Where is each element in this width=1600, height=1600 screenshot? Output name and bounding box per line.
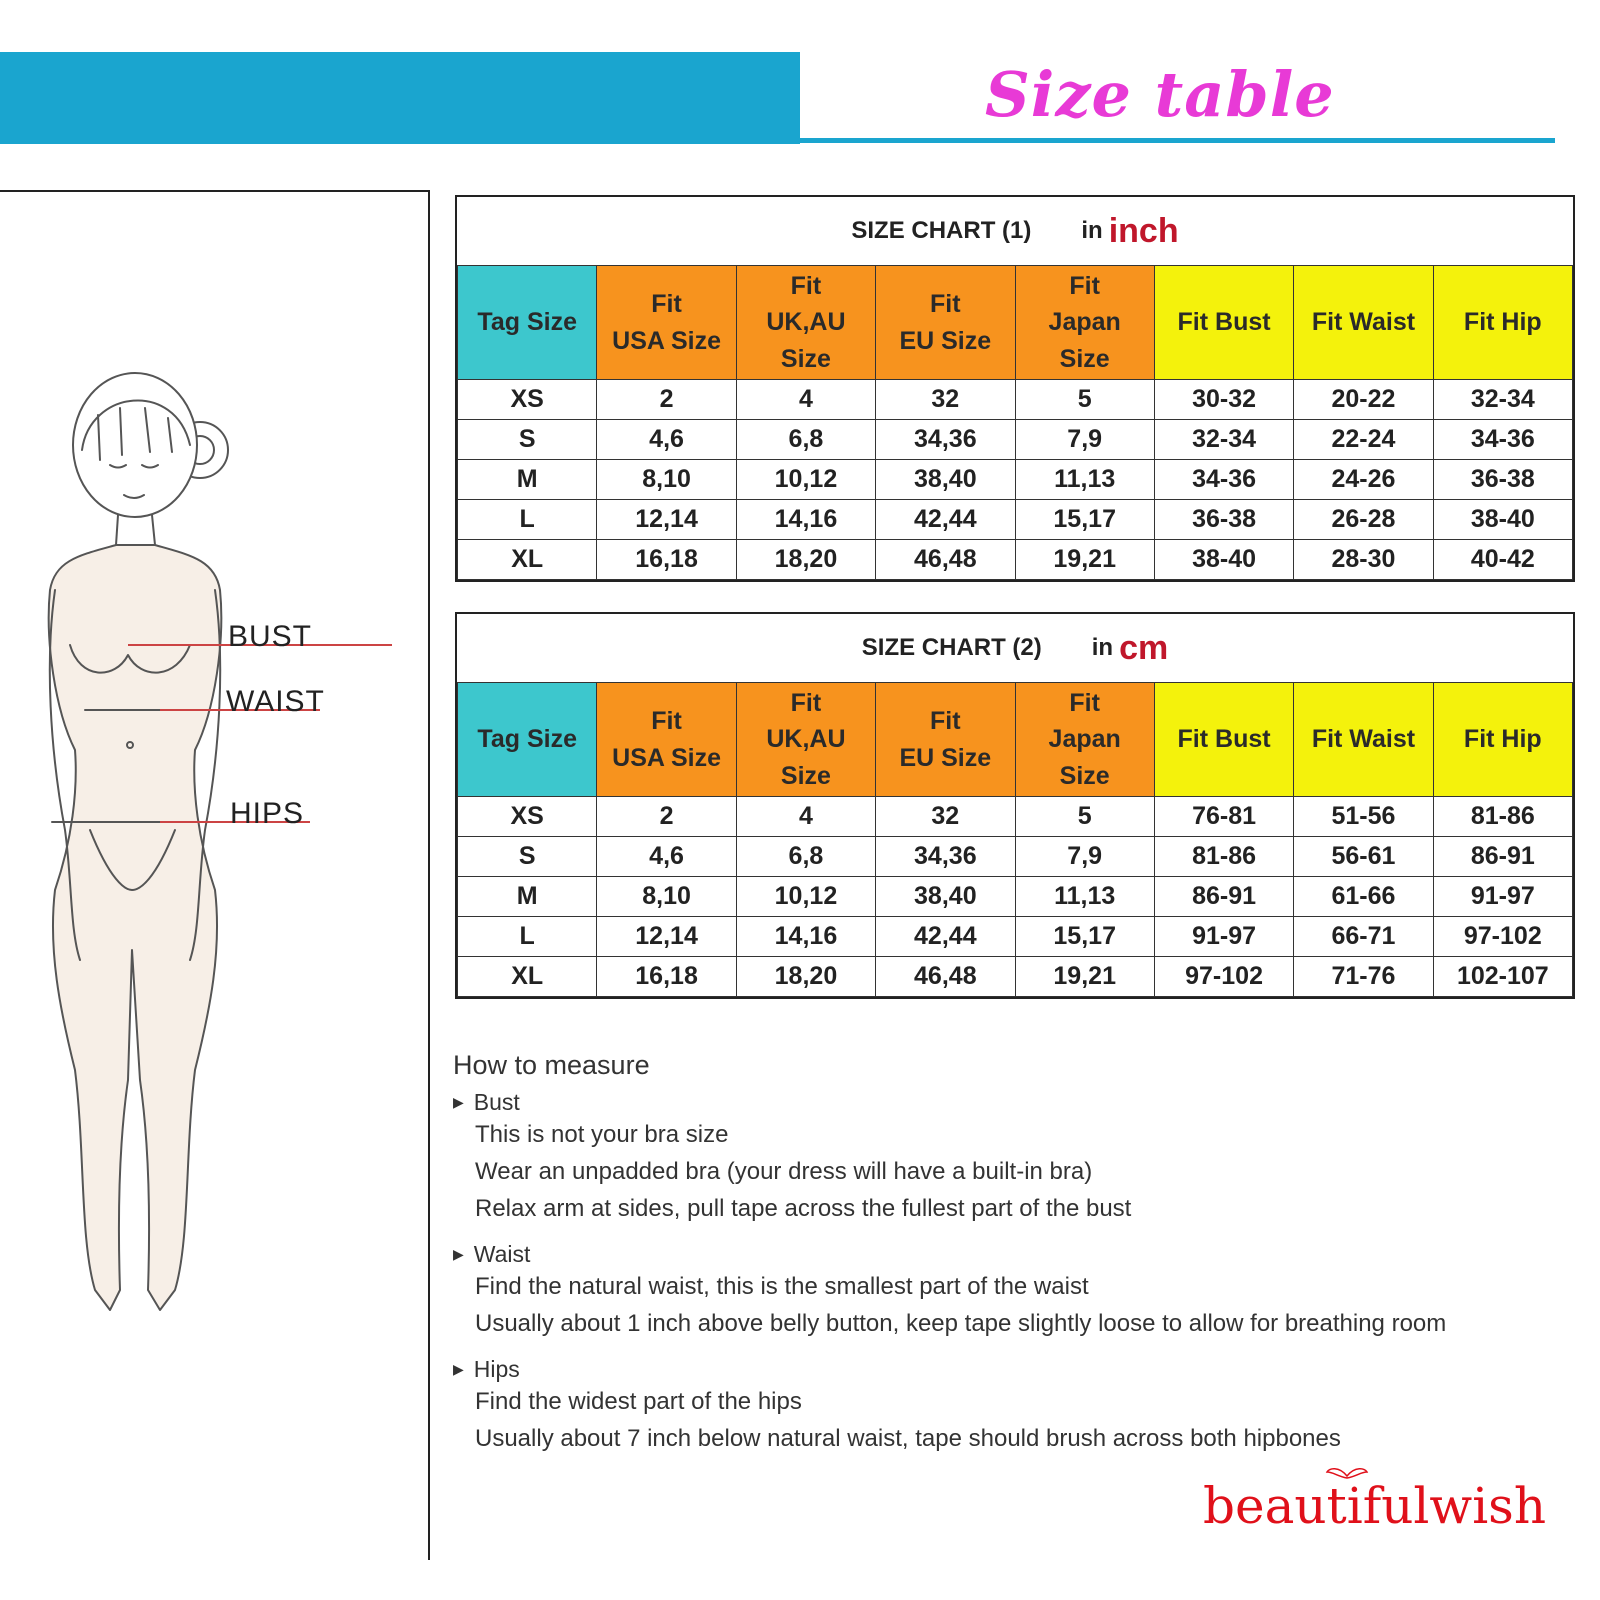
table-cell: 34-36 bbox=[1154, 460, 1293, 500]
brand-watermark: beautifulwish bbox=[1203, 1477, 1547, 1535]
table-cell: 14,16 bbox=[736, 500, 875, 540]
chart-title: SIZE CHART (2) bbox=[861, 634, 1042, 661]
size-chart-cm bbox=[455, 612, 1575, 999]
size-chart-inch bbox=[455, 195, 1575, 582]
table-cell: XS bbox=[458, 380, 597, 420]
table-cell: 2 bbox=[597, 380, 736, 420]
triangle-bullet-icon: ▶ bbox=[453, 1246, 464, 1262]
table-cell: 26-28 bbox=[1294, 500, 1433, 540]
table-cell: 66-71 bbox=[1294, 917, 1433, 957]
table-cell: 8,10 bbox=[597, 877, 736, 917]
table-cell: 15,17 bbox=[1015, 917, 1154, 957]
section-label: Waist bbox=[473, 1241, 531, 1267]
instruction-line: This is not your bra size bbox=[475, 1121, 729, 1148]
table-cell: 11,13 bbox=[1015, 877, 1154, 917]
header-cell: Fit Bust bbox=[1154, 683, 1293, 797]
header-cell: Fit Japan Size bbox=[1015, 683, 1154, 797]
header-cell: Fit Hip bbox=[1433, 683, 1572, 797]
table-cell: 42,44 bbox=[876, 917, 1015, 957]
unit-label: inch bbox=[1108, 211, 1179, 250]
table-cell: XL bbox=[458, 957, 597, 997]
table-cell: 86-91 bbox=[1154, 877, 1293, 917]
table-cell: 19,21 bbox=[1015, 540, 1154, 580]
table-cell: 19,21 bbox=[1015, 957, 1154, 997]
header-cell: Fit USA Size bbox=[597, 266, 736, 380]
chart-title-row bbox=[457, 614, 1573, 682]
table-cell: XS bbox=[458, 797, 597, 837]
size-table bbox=[457, 265, 1573, 580]
chart-title: SIZE CHART (1) bbox=[851, 217, 1032, 244]
table-cell: 14,16 bbox=[736, 917, 875, 957]
section-label: Hips bbox=[473, 1356, 520, 1382]
table-cell: 2 bbox=[597, 797, 736, 837]
table-cell: 32-34 bbox=[1154, 420, 1293, 460]
header-cell: Fit Bust bbox=[1154, 266, 1293, 380]
table-cell: 28-30 bbox=[1294, 540, 1433, 580]
table-cell: 81-86 bbox=[1154, 837, 1293, 877]
table-cell: 24-26 bbox=[1294, 460, 1433, 500]
table-cell: 46,48 bbox=[876, 957, 1015, 997]
table-cell: 71-76 bbox=[1294, 957, 1433, 997]
table-cell: 7,9 bbox=[1015, 420, 1154, 460]
instruction-line: Relax arm at sides, pull tape across the fullest part of the bust bbox=[475, 1195, 1132, 1222]
header-cell: Fit EU Size bbox=[876, 683, 1015, 797]
header-cell: Fit Japan Size bbox=[1015, 266, 1154, 380]
instruction-line: Usually about 1 inch above belly button, keep tape slightly loose to allow for breathing room bbox=[475, 1310, 1447, 1337]
unit-prefix: in bbox=[1081, 217, 1103, 244]
header-cell: Fit Waist bbox=[1294, 266, 1433, 380]
header-cell: Fit USA Size bbox=[597, 683, 736, 797]
table-cell: 56-61 bbox=[1294, 837, 1433, 877]
table-cell: 42,44 bbox=[876, 500, 1015, 540]
table-cell: 18,20 bbox=[736, 540, 875, 580]
bust-label: BUST bbox=[228, 620, 313, 653]
table-row bbox=[458, 957, 1573, 997]
table-cell: 12,14 bbox=[597, 500, 736, 540]
table-cell: 81-86 bbox=[1433, 797, 1572, 837]
table-cell: 5 bbox=[1015, 797, 1154, 837]
header-cell: Fit EU Size bbox=[876, 266, 1015, 380]
table-cell: S bbox=[458, 837, 597, 877]
table-row bbox=[458, 917, 1573, 957]
instruction-line: Find the natural waist, this is the smallest part of the waist bbox=[475, 1273, 1089, 1300]
table-cell: 38-40 bbox=[1154, 540, 1293, 580]
instruction-line: Wear an unpadded bra (your dress will have a built-in bra) bbox=[475, 1158, 1093, 1185]
table-cell: 91-97 bbox=[1154, 917, 1293, 957]
header-cell: Fit UK,AU Size bbox=[736, 683, 875, 797]
table-cell: 97-102 bbox=[1433, 917, 1572, 957]
table-cell: M bbox=[458, 877, 597, 917]
table-cell: 34,36 bbox=[876, 837, 1015, 877]
page-title: Size table bbox=[985, 58, 1335, 131]
table-cell: L bbox=[458, 500, 597, 540]
table-cell: 46,48 bbox=[876, 540, 1015, 580]
table-cell: 36-38 bbox=[1433, 460, 1572, 500]
header-row bbox=[458, 683, 1573, 797]
table-cell: 38,40 bbox=[876, 460, 1015, 500]
how-to-title: How to measure bbox=[453, 1050, 650, 1080]
bust-section-heading bbox=[453, 1089, 1593, 1116]
table-cell: 15,17 bbox=[1015, 500, 1154, 540]
unit-prefix: in bbox=[1091, 634, 1114, 661]
header-cell: Tag Size bbox=[458, 266, 597, 380]
table-row bbox=[458, 837, 1573, 877]
chart-title-row bbox=[457, 197, 1573, 265]
table-cell: 4,6 bbox=[597, 837, 736, 877]
table-cell: 32 bbox=[876, 797, 1015, 837]
header-cell: Fit Waist bbox=[1294, 683, 1433, 797]
table-row bbox=[458, 540, 1573, 580]
table-cell: 91-97 bbox=[1433, 877, 1572, 917]
table-cell: L bbox=[458, 917, 597, 957]
table-cell: 10,12 bbox=[736, 460, 875, 500]
table-cell: 6,8 bbox=[736, 837, 875, 877]
table-cell: 86-91 bbox=[1433, 837, 1572, 877]
table-row bbox=[458, 797, 1573, 837]
table-cell: 12,14 bbox=[597, 917, 736, 957]
table-cell: 5 bbox=[1015, 380, 1154, 420]
table-cell: 22-24 bbox=[1294, 420, 1433, 460]
table-cell: 7,9 bbox=[1015, 837, 1154, 877]
unit-label: cm bbox=[1119, 628, 1169, 667]
table-cell: 51-56 bbox=[1294, 797, 1433, 837]
table-cell: 34-36 bbox=[1433, 420, 1572, 460]
table-cell: 102-107 bbox=[1433, 957, 1572, 997]
table-cell: 32-34 bbox=[1433, 380, 1572, 420]
table-cell: 38,40 bbox=[876, 877, 1015, 917]
table-cell: 32 bbox=[876, 380, 1015, 420]
table-cell: 16,18 bbox=[597, 540, 736, 580]
triangle-bullet-icon: ▶ bbox=[453, 1094, 464, 1110]
waist-label: WAIST bbox=[226, 685, 325, 718]
table-cell: 38-40 bbox=[1433, 500, 1572, 540]
table-cell: S bbox=[458, 420, 597, 460]
header-underline bbox=[795, 138, 1555, 143]
table-cell: 76-81 bbox=[1154, 797, 1293, 837]
table-cell: 18,20 bbox=[736, 957, 875, 997]
hips-label: HIPS bbox=[230, 797, 305, 830]
table-cell: 36-38 bbox=[1154, 500, 1293, 540]
table-cell: 4 bbox=[736, 797, 875, 837]
table-row bbox=[458, 380, 1573, 420]
how-to-measure-section bbox=[453, 1050, 1593, 1457]
table-cell: 97-102 bbox=[1154, 957, 1293, 997]
table-cell: 40-42 bbox=[1433, 540, 1572, 580]
header-banner bbox=[0, 52, 800, 144]
table-row bbox=[458, 460, 1573, 500]
table-cell: 61-66 bbox=[1294, 877, 1433, 917]
header-cell: Tag Size bbox=[458, 683, 597, 797]
table-row bbox=[458, 877, 1573, 917]
table-cell: 8,10 bbox=[597, 460, 736, 500]
instruction-line: Usually about 7 inch below natural waist, tape should brush across both hipbones bbox=[475, 1425, 1341, 1452]
table-cell: 11,13 bbox=[1015, 460, 1154, 500]
instruction-line: Find the widest part of the hips bbox=[475, 1388, 802, 1415]
table-cell: 10,12 bbox=[736, 877, 875, 917]
table-cell: XL bbox=[458, 540, 597, 580]
table-cell: 6,8 bbox=[736, 420, 875, 460]
table-cell: 34,36 bbox=[876, 420, 1015, 460]
header-cell: Fit Hip bbox=[1433, 266, 1572, 380]
table-row bbox=[458, 500, 1573, 540]
triangle-bullet-icon: ▶ bbox=[453, 1361, 464, 1377]
table-cell: M bbox=[458, 460, 597, 500]
hips-section-heading bbox=[453, 1356, 1593, 1383]
table-cell: 20-22 bbox=[1294, 380, 1433, 420]
table-cell: 4,6 bbox=[597, 420, 736, 460]
header-row bbox=[458, 266, 1573, 380]
header-cell: Fit UK,AU Size bbox=[736, 266, 875, 380]
table-cell: 4 bbox=[736, 380, 875, 420]
waist-section-heading bbox=[453, 1241, 1593, 1268]
size-table bbox=[457, 682, 1573, 997]
table-cell: 16,18 bbox=[597, 957, 736, 997]
section-label: Bust bbox=[473, 1089, 520, 1115]
table-row bbox=[458, 420, 1573, 460]
body-figure-illustration bbox=[0, 190, 430, 1350]
table-cell: 30-32 bbox=[1154, 380, 1293, 420]
